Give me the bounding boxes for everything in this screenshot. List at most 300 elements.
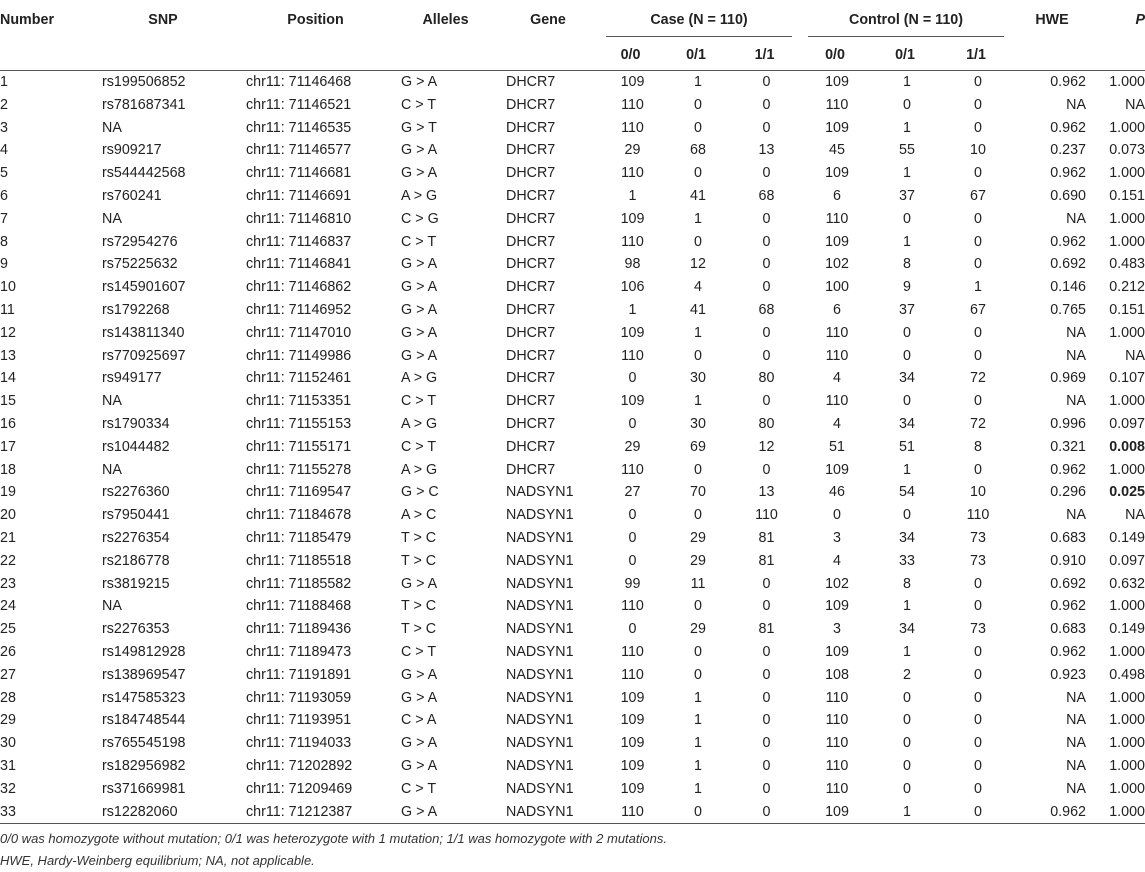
cell-control-00: 110 [825, 96, 849, 113]
cell-case-00: 109 [620, 757, 645, 774]
cell-p: 1.000 [1109, 461, 1145, 478]
cell-case-00: 109 [620, 689, 645, 706]
cell-control-11: 67 [970, 301, 986, 318]
cell-case-11: 12 [758, 438, 775, 455]
cell-case-01: 41 [690, 187, 706, 204]
cell-control-00: 109 [825, 598, 849, 615]
cell-case-01: 0 [694, 598, 702, 615]
cell-case-01: 1 [694, 210, 702, 227]
cell-case-11: 80 [758, 370, 775, 387]
cell-control-01: 0 [903, 689, 911, 706]
cell-snp: NA [102, 119, 122, 136]
cell-p: 1.000 [1109, 119, 1145, 136]
cell-hwe: 0.962 [1012, 801, 1092, 824]
cell-position: chr11: 71169547 [246, 484, 352, 501]
cell-case-11: 81 [758, 529, 775, 546]
header-control-label: Control (N = 110) [849, 11, 963, 28]
cell-alleles: G > A [401, 279, 438, 296]
table-row [0, 436, 1145, 459]
cell-case-01: 11 [690, 575, 706, 592]
cell-case-11: 0 [762, 347, 771, 364]
cell-control-00: 6 [833, 187, 841, 204]
cell-p: 0.151 [1109, 301, 1145, 318]
cell-position: chr11: 71147010 [246, 324, 352, 341]
cell-control-00: 46 [829, 484, 845, 501]
table-row [0, 527, 1145, 550]
cell-case-00: 109 [620, 712, 645, 729]
cell-case-01: 1 [694, 393, 702, 410]
cell-alleles: C > T [401, 233, 437, 250]
cell-gene: DHCR7 [506, 393, 556, 410]
cell-position: chr11: 71146577 [246, 142, 352, 159]
cell-position: chr11: 71155278 [246, 461, 352, 478]
cell-gene: DHCR7 [506, 301, 556, 318]
cell-hwe: NA [1066, 393, 1086, 410]
cell-number: 19 [0, 484, 16, 501]
cell-control-00: 6 [833, 301, 841, 318]
cell-control-00: 110 [825, 347, 849, 364]
cell-gene: NADSYN1 [506, 484, 574, 501]
table-row [0, 664, 1145, 687]
cell-case-01: 41 [690, 301, 706, 318]
cell-control-00: 109 [825, 74, 849, 90]
cell-snp: rs75225632 [102, 256, 178, 273]
cell-case-01: 1 [694, 689, 702, 706]
cell-hwe: 0.923 [1050, 666, 1086, 683]
cell-case-01: 1 [694, 757, 702, 774]
cell-control-11: 72 [970, 370, 986, 387]
cell-case-00: 98 [624, 256, 641, 273]
table-row [0, 253, 1145, 276]
cell-case-00: 29 [624, 142, 641, 159]
table-row [0, 732, 1145, 755]
cell-control-00: 110 [825, 757, 849, 774]
cell-gene: NADSYN1 [498, 801, 598, 824]
cell-case-11: 0 [762, 643, 771, 660]
cell-hwe: 0.962 [1050, 119, 1086, 136]
cell-gene: DHCR7 [506, 74, 556, 90]
cell-gene: NADSYN1 [506, 712, 574, 729]
cell-position: chr11: 71146952 [246, 301, 352, 318]
header-case-11: 1/1 [729, 39, 800, 71]
cell-control-11: 10 [970, 142, 986, 159]
cell-number: 12 [0, 324, 16, 341]
table-row [0, 117, 1145, 140]
cell-case-01: 29 [690, 552, 706, 569]
cell-gene: DHCR7 [506, 119, 556, 136]
cell-gene: NADSYN1 [506, 575, 574, 592]
cell-case-11: 68 [758, 301, 775, 318]
cell-snp: rs145901607 [102, 279, 186, 296]
cell-case-01: 1 [694, 712, 702, 729]
cell-case-00: 110 [621, 666, 644, 683]
cell-control-11: 1 [974, 279, 982, 296]
header-row-1 [0, 0, 1145, 39]
table-row [0, 185, 1145, 208]
cell-control-00: 109 [825, 461, 849, 478]
cell-case-01: 0 [694, 347, 702, 364]
cell-position: chr11: 71189473 [246, 643, 352, 660]
cell-control-11: 0 [974, 643, 982, 660]
table-row [0, 276, 1145, 299]
table-row [0, 71, 1145, 94]
cell-control-00: 110 [825, 689, 849, 706]
cell-control-11: 0 [974, 393, 982, 410]
cell-control-11: 72 [970, 415, 986, 432]
cell-number: 1 [0, 74, 8, 90]
table-row [0, 322, 1145, 345]
cell-number: 2 [0, 96, 8, 113]
cell-case-00: 110 [621, 233, 644, 250]
cell-control-01: 1 [903, 233, 911, 250]
cell-control-01: 0 [903, 324, 911, 341]
cell-gene: DHCR7 [506, 415, 556, 432]
cell-case-11: 0 [762, 735, 771, 752]
cell-control-00: 110 [825, 393, 849, 410]
cell-control-00: 109 [825, 165, 849, 182]
cell-hwe: 0.146 [1050, 279, 1086, 296]
cell-case-11: 0 [762, 575, 771, 592]
cell-position: chr11: 71209469 [246, 780, 353, 797]
cell-control-01: 0 [903, 780, 911, 797]
cell-control-11: 73 [970, 529, 986, 546]
cell-alleles: C > A [401, 712, 437, 729]
table-row [0, 481, 1145, 504]
cell-number: 5 [0, 165, 8, 182]
cell-hwe: 0.910 [1050, 552, 1086, 569]
cell-gene: DHCR7 [506, 210, 556, 227]
cell-p: 1.000 [1109, 712, 1145, 729]
cell-case-11: 0 [762, 233, 771, 250]
table-row [0, 390, 1145, 413]
cell-gene: NADSYN1 [506, 689, 574, 706]
cell-snp: rs781687341 [102, 96, 186, 113]
cell-gene: DHCR7 [506, 279, 556, 296]
cell-case-11: 0 [762, 780, 771, 797]
cell-gene: NADSYN1 [506, 735, 574, 752]
cell-control-00: 109 [825, 643, 849, 660]
cell-control-01: 1 [903, 461, 911, 478]
cell-alleles: C > T [401, 438, 437, 455]
cell-control-00: 102 [825, 575, 849, 592]
header-position: Position [287, 11, 344, 28]
cell-position: chr11: 71146535 [246, 119, 352, 136]
cell-snp: rs199506852 [102, 74, 186, 90]
cell-control-01: 55 [899, 142, 915, 159]
cell-case-11: 81 [758, 621, 775, 638]
cell-number: 7 [0, 210, 8, 227]
cell-control-01: 37 [899, 301, 915, 318]
cell-control-01: 0 [903, 757, 911, 774]
cell-position: chr11: 71155171 [246, 438, 352, 455]
cell-snp: rs143811340 [102, 324, 185, 341]
cell-case-11: 0 [762, 324, 771, 341]
cell-alleles: A > G [401, 187, 438, 204]
cell-hwe: NA [1066, 712, 1086, 729]
cell-hwe: 0.296 [1050, 484, 1086, 501]
cell-hwe: NA [1066, 689, 1086, 706]
cell-control-00: 109 [825, 119, 849, 136]
cell-number: 30 [0, 735, 16, 752]
cell-position: chr11: 71184678 [246, 507, 352, 524]
cell-control-00: 110 [825, 712, 849, 729]
cell-number: 18 [0, 461, 16, 478]
cell-alleles: A > G [401, 370, 438, 387]
cell-number: 14 [0, 370, 16, 387]
cell-p: 0.149 [1109, 621, 1145, 638]
cell-control-00: 100 [825, 279, 849, 296]
cell-gene: DHCR7 [506, 324, 556, 341]
cell-case-11: 0 [762, 74, 771, 90]
cell-case-11: 80 [758, 415, 775, 432]
cell-case-01: 68 [690, 142, 706, 159]
cell-control-00: 4 [833, 370, 841, 387]
cell-control-11: 73 [970, 552, 986, 569]
cell-control-00: 109 [825, 233, 849, 250]
cell-number: 10 [0, 279, 16, 296]
cell-hwe: NA [1066, 780, 1086, 797]
cell-control-01: 34 [899, 529, 915, 546]
header-control [800, 0, 1012, 39]
cell-number: 4 [0, 142, 8, 159]
cell-hwe: 0.692 [1050, 256, 1086, 273]
cell-control-01: 1 [903, 119, 911, 136]
cell-hwe: 0.962 [1050, 598, 1086, 615]
table-row [0, 231, 1145, 254]
cell-case-00: 1 [628, 187, 637, 204]
cell-case-00: 109 [620, 210, 645, 227]
table-row [0, 801, 1145, 824]
cell-case-11: 0 [762, 256, 771, 273]
table-row [0, 550, 1145, 573]
cell-gene: DHCR7 [506, 461, 556, 478]
cell-p: 1.000 [1109, 598, 1145, 615]
cell-number: 24 [0, 598, 16, 615]
cell-control-01: 1 [870, 801, 940, 824]
cell-hwe: 0.683 [1050, 621, 1086, 638]
cell-case-11: 0 [762, 598, 771, 615]
cell-case-01: 1 [694, 74, 702, 90]
cell-snp: rs182956982 [102, 757, 186, 774]
cell-control-00: 110 [825, 780, 849, 797]
cell-hwe: 0.962 [1050, 233, 1086, 250]
cell-case-11: 0 [762, 393, 771, 410]
cell-number: 23 [0, 575, 16, 592]
cell-case-11: 0 [762, 210, 771, 227]
cell-control-01: 34 [899, 370, 915, 387]
cell-number: 26 [0, 643, 16, 660]
cell-alleles: G > A [401, 301, 438, 318]
table-row [0, 139, 1145, 162]
cell-case-11: 0 [729, 801, 800, 824]
cell-case-11: 0 [762, 461, 771, 478]
cell-number: 20 [0, 507, 16, 524]
cell-position: chr11: 71193951 [246, 712, 352, 729]
cell-position: chr11: 71188468 [246, 598, 352, 615]
header-alleles: Alleles [422, 11, 469, 28]
cell-p: NA [1125, 96, 1145, 113]
cell-control-01: 8 [903, 256, 911, 273]
cell-control-11: 0 [974, 210, 982, 227]
cell-hwe: NA [1066, 210, 1086, 227]
cell-case-11: 13 [758, 484, 775, 501]
cell-snp: rs7950441 [102, 507, 170, 524]
cell-alleles: A > C [401, 507, 437, 524]
cell-case-11: 0 [762, 119, 771, 136]
cell-alleles: G > A [393, 801, 498, 824]
cell-p: 1.000 [1109, 780, 1145, 797]
header-case [598, 0, 800, 39]
cell-hwe: NA [1066, 735, 1086, 752]
header-row-2 [0, 39, 1145, 71]
cell-case-01: 0 [694, 666, 702, 683]
cell-p: 0.097 [1109, 552, 1145, 569]
cell-snp: rs138969547 [102, 666, 186, 683]
cell-control-01: 1 [903, 74, 911, 90]
cell-case-01: 0 [663, 801, 729, 824]
cell-position: chr11: 71185518 [246, 552, 352, 569]
cell-number: 15 [0, 393, 16, 410]
cell-case-00: 109 [620, 74, 645, 90]
cell-p: 0.025 [1109, 484, 1145, 501]
cell-gene: DHCR7 [506, 96, 556, 113]
cell-p: 1.000 [1109, 689, 1145, 706]
cell-gene: NADSYN1 [506, 621, 574, 638]
cell-control-11: 8 [974, 438, 982, 455]
cell-number: 8 [0, 233, 8, 250]
cell-p: 1.000 [1109, 393, 1145, 410]
header-case-00: 0/0 [598, 39, 663, 71]
cell-case-11: 68 [758, 187, 775, 204]
cell-case-01: 1 [694, 780, 702, 797]
cell-position: chr11: 71146862 [246, 279, 352, 296]
cell-snp: NA [102, 598, 122, 615]
cell-alleles: G > A [401, 74, 438, 90]
cell-p: 0.008 [1109, 438, 1145, 455]
cell-control-01: 37 [899, 187, 915, 204]
cell-number: 25 [0, 621, 16, 638]
cell-control-11: 0 [974, 461, 982, 478]
cell-control-01: 0 [903, 712, 911, 729]
cell-case-00: 0 [628, 552, 637, 569]
cell-case-00: 110 [621, 347, 644, 364]
cell-p: 1.000 [1109, 210, 1145, 227]
cell-control-00: 51 [829, 438, 845, 455]
cell-case-00: 110 [621, 461, 644, 478]
cell-gene: DHCR7 [506, 233, 556, 250]
cell-p: NA [1125, 347, 1145, 364]
cell-control-00: 110 [825, 324, 849, 341]
table-row [0, 755, 1145, 778]
cell-case-00: 99 [624, 575, 641, 592]
cell-number: 28 [0, 689, 16, 706]
cell-case-01: 0 [694, 165, 702, 182]
cell-gene: DHCR7 [506, 347, 556, 364]
cell-control-01: 1 [903, 165, 911, 182]
cell-control-01: 0 [903, 735, 911, 752]
cell-control-11: 67 [970, 187, 986, 204]
cell-snp: rs1790334 [102, 415, 170, 432]
cell-hwe: 0.962 [1050, 165, 1086, 182]
cell-control-11: 0 [940, 801, 1012, 824]
cell-hwe: 0.962 [1050, 461, 1086, 478]
cell-position: chr11: 71146468 [246, 74, 352, 90]
table-row [0, 345, 1145, 368]
cell-case-01: 30 [690, 415, 706, 432]
cell-gene: NADSYN1 [506, 757, 574, 774]
cell-case-01: 0 [694, 96, 702, 113]
cell-control-00: 102 [825, 256, 849, 273]
cell-control-11: 0 [974, 780, 982, 797]
cell-snp: rs72954276 [102, 233, 178, 250]
cell-case-00: 109 [620, 393, 645, 410]
cell-number: 21 [0, 529, 16, 546]
cell-snp: rs765545198 [102, 735, 186, 752]
cell-control-00: 4 [833, 415, 841, 432]
cell-number: 11 [0, 301, 15, 318]
cell-snp: NA [102, 461, 122, 478]
cell-hwe: 0.683 [1050, 529, 1086, 546]
cell-case-00: 0 [628, 507, 637, 524]
cell-control-01: 9 [903, 279, 911, 296]
table-row [0, 641, 1145, 664]
cell-hwe: 0.962 [1050, 643, 1086, 660]
cell-control-01: 51 [899, 438, 915, 455]
cell-position: chr11: 71202892 [246, 757, 353, 774]
header-hwe: HWE [1035, 11, 1069, 28]
cell-control-01: 34 [899, 621, 915, 638]
cell-snp: rs3819215 [102, 575, 170, 592]
cell-snp: rs2276353 [102, 621, 170, 638]
header-case-01: 0/1 [663, 39, 729, 71]
cell-hwe: 0.321 [1050, 438, 1086, 455]
cell-control-11: 0 [974, 735, 982, 752]
cell-number: 22 [0, 552, 16, 569]
cell-control-11: 0 [974, 575, 982, 592]
cell-control-01: 0 [903, 347, 911, 364]
cell-control-11: 0 [974, 757, 982, 774]
cell-position: chr11: 71185479 [246, 529, 352, 546]
cell-position: chr11: 71191891 [246, 666, 352, 683]
cell-case-11: 13 [758, 142, 775, 159]
cell-case-11: 0 [762, 165, 771, 182]
table-row [0, 778, 1145, 801]
cell-snp: rs2276354 [102, 529, 170, 546]
cell-p: 0.151 [1109, 187, 1145, 204]
cell-p: 0.097 [1109, 415, 1145, 432]
table-row [0, 94, 1145, 117]
cell-alleles: G > A [401, 689, 438, 706]
table-row [0, 208, 1145, 231]
cell-case-01: 30 [690, 370, 706, 387]
table-row [0, 299, 1145, 322]
cell-alleles: G > A [401, 575, 438, 592]
cell-case-11: 0 [762, 279, 771, 296]
cell-hwe: 0.996 [1050, 415, 1086, 432]
table-row [0, 367, 1145, 390]
cell-control-01: 1 [903, 643, 911, 660]
cell-hwe: NA [1066, 347, 1086, 364]
cell-p: 0.632 [1109, 575, 1145, 592]
cell-case-01: 69 [690, 438, 706, 455]
cell-p: 1.000 [1109, 74, 1145, 90]
cell-hwe: 0.765 [1050, 301, 1086, 318]
cell-alleles: C > G [401, 210, 439, 227]
cell-case-00: 106 [620, 279, 645, 296]
cell-case-11: 0 [762, 712, 771, 729]
cell-p: 0.107 [1109, 370, 1145, 387]
cell-control-00: 110 [825, 210, 849, 227]
